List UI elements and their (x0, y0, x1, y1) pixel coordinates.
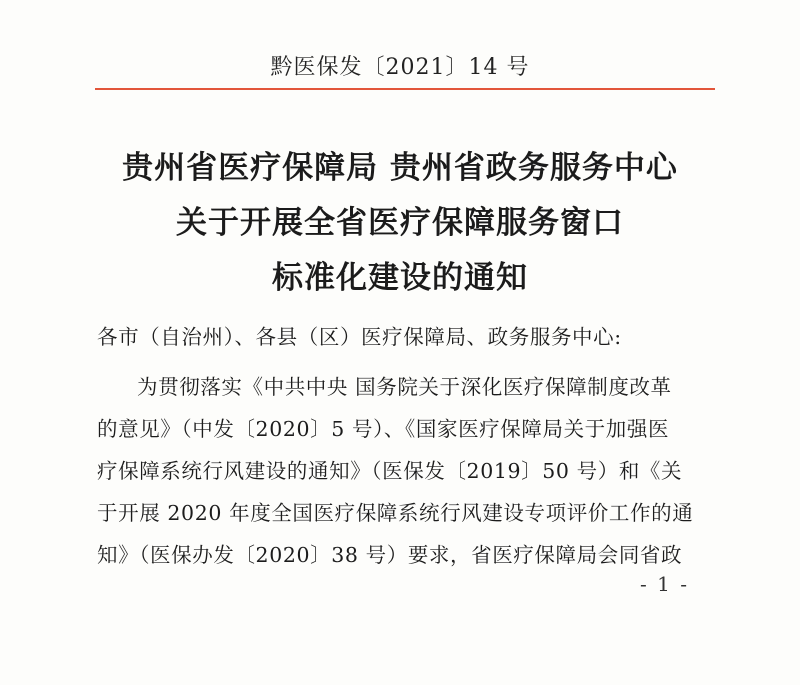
title-line-2: 关于开展全省医疗保障服务窗口 (176, 205, 624, 241)
document-number: 黔医保发〔2021〕14 号 (270, 55, 530, 80)
title-line-3: 标准化建设的通知 (272, 260, 528, 296)
red-header-rule (95, 88, 715, 90)
title-line-1: 贵州省医疗保障局 贵州省政务服务中心 (122, 150, 678, 186)
page-number: - 1 - (640, 572, 689, 596)
body-line-1: 为贯彻落实《中共中央 国务院关于深化医疗保障制度改革 (137, 375, 672, 399)
body-line-5: 知》（医保办发〔2020〕38 号）要求，省医疗保障局会同省政 (97, 543, 683, 567)
body-line-4: 于开展 2020 年度全国医疗保障系统行风建设专项评价工作的通 (97, 501, 694, 525)
addressee-line: 各市（自治州）、各县（区）医疗保障局、政务服务中心: (97, 325, 622, 349)
body-line-2: 的意见》（中发〔2020〕5 号）、《国家医疗保障局关于加强医 (97, 417, 670, 441)
body-line-3: 疗保障系统行风建设的通知》（医保发〔2019〕50 号）和《关 (97, 459, 683, 483)
